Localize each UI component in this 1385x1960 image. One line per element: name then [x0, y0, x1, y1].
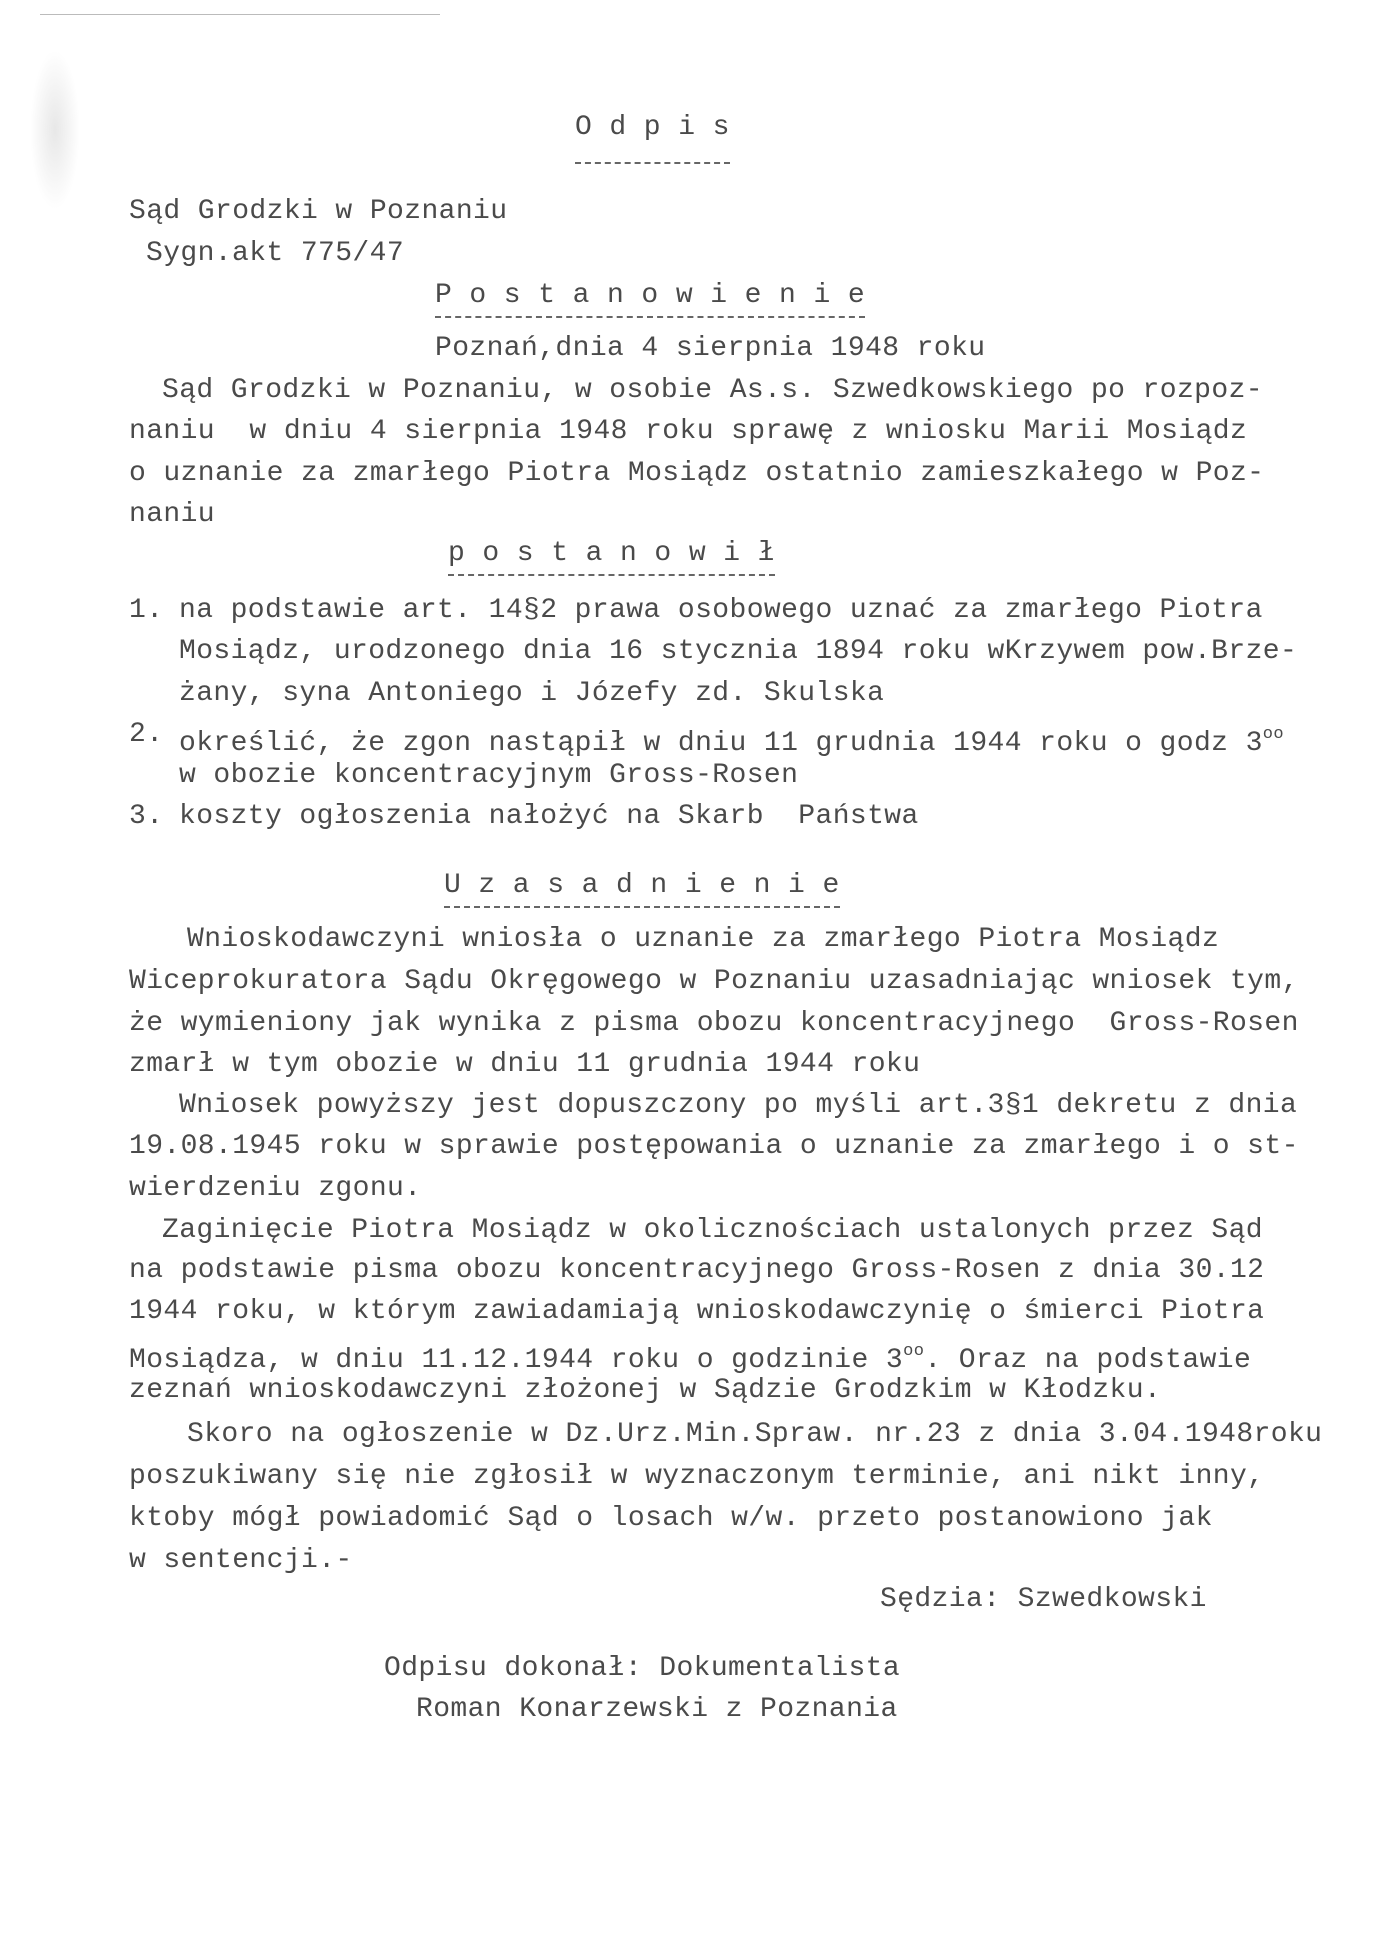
case-number: Sygn.akt 775/47 [146, 238, 405, 269]
justification-line: zmarł w tym obozie w dniu 11 grudnia 1944 roku [129, 1049, 921, 1080]
justification-line: wierdzeniu zgonu. [129, 1173, 422, 1204]
justification-line: poszukiwany się nie zgłosił w wyznaczonym terminie, ani nikt inny, [129, 1461, 1265, 1492]
intro-line: naniu w dniu 4 sierpnia 1948 roku sprawę z wniosku Marii Mosiądz [129, 416, 1248, 447]
scan-smudge [30, 50, 80, 210]
justification-line: że wymieniony jak wynika z pisma obozu koncentracyjnego Gross-Rosen [129, 1008, 1299, 1039]
court-name: Sąd Grodzki w Poznaniu [129, 196, 508, 227]
item-line [179, 719, 1284, 760]
copy-note-line: Roman Konarzewski z Poznania [416, 1694, 898, 1725]
item-line: w obozie koncentracyjnym Gross-Rosen [179, 760, 799, 791]
intro-line: naniu [129, 499, 216, 530]
justification-text: . Oraz na podstawie [924, 1345, 1252, 1376]
date-line: Poznań,dnia 4 sierpnia 1948 roku [435, 333, 986, 364]
scan-edge-line [40, 14, 440, 15]
document-title: O d p i s [575, 112, 730, 164]
time-superscript: oo [903, 1342, 925, 1361]
justification-line: 19.08.1945 roku w sprawie postępowania o uznanie za zmarłego i o st- [129, 1131, 1299, 1162]
judge-signature: Sędzia: Szwedkowski [880, 1584, 1207, 1615]
justification-line: zeznań wnioskodawczyni złożonej w Sądzie Grodzkim w Kłodzku. [129, 1375, 1162, 1406]
justification-text: Mosiądza, w dniu 11.12.1944 roku o godzinie 3 [129, 1345, 904, 1376]
justification-line: w sentencji.- [129, 1545, 353, 1576]
item-line: na podstawie art. 14§2 prawa osobowego uznać za zmarłego Piotra [179, 595, 1263, 626]
justification-line: Zaginięcie Piotra Mosiądz w okolicznościach ustalonych przez Sąd [162, 1215, 1263, 1246]
item-line: Mosiądz, urodzonego dnia 16 stycznia 1894 roku wKrzywem pow.Brze- [179, 636, 1298, 667]
justification-line: Wniosek powyższy jest dopuszczony po myśli art.3§1 dekretu z dnia [179, 1090, 1298, 1121]
time-superscript: oo [1262, 725, 1284, 744]
justification-heading: U z a s a d n i e n i e [444, 870, 840, 908]
item-number: 3. [129, 801, 164, 832]
justification-line: Wiceprokuratora Sądu Okręgowego w Poznaniu uzasadniając wniosek tym, [129, 966, 1299, 997]
justification-line: 1944 roku, w którym zawiadamiają wnioskodawczynię o śmierci Piotra [129, 1296, 1265, 1327]
ruling-heading: p o s t a n o w i ł [448, 538, 775, 576]
copy-note-line: Odpisu dokonał: Dokumentalista [384, 1653, 901, 1684]
item-number: 1. [129, 595, 164, 626]
justification-line: Skoro na ogłoszenie w Dz.Urz.Min.Spraw. nr.23 z dnia 3.04.1948roku [187, 1419, 1323, 1450]
item-number: 2. [129, 719, 164, 750]
decision-heading: P o s t a n o w i e n i e [435, 280, 865, 318]
item-line: żany, syna Antoniego i Józefy zd. Skulska [179, 678, 885, 709]
justification-line: ktoby mógł powiadomić Sąd o losach w/w. przeto postanowiono jak [129, 1503, 1213, 1534]
item-text: określić, że zgon nastąpił w dniu 11 grudnia 1944 roku o godz 3 [179, 728, 1263, 759]
justification-line: na podstawie pisma obozu koncentracyjnego Gross-Rosen z dnia 30.12 [129, 1255, 1265, 1286]
intro-line: o uznanie za zmarłego Piotra Mosiądz ostatnio zamieszkałego w Poz- [129, 458, 1265, 489]
item-line: koszty ogłoszenia nałożyć na Skarb Państwa [179, 801, 919, 832]
intro-line: Sąd Grodzki w Poznaniu, w osobie As.s. Szwedkowskiego po rozpoz- [162, 375, 1263, 406]
justification-line [129, 1336, 1251, 1377]
justification-line: Wnioskodawczyni wniosła o uznanie za zmarłego Piotra Mosiądz [187, 924, 1220, 955]
